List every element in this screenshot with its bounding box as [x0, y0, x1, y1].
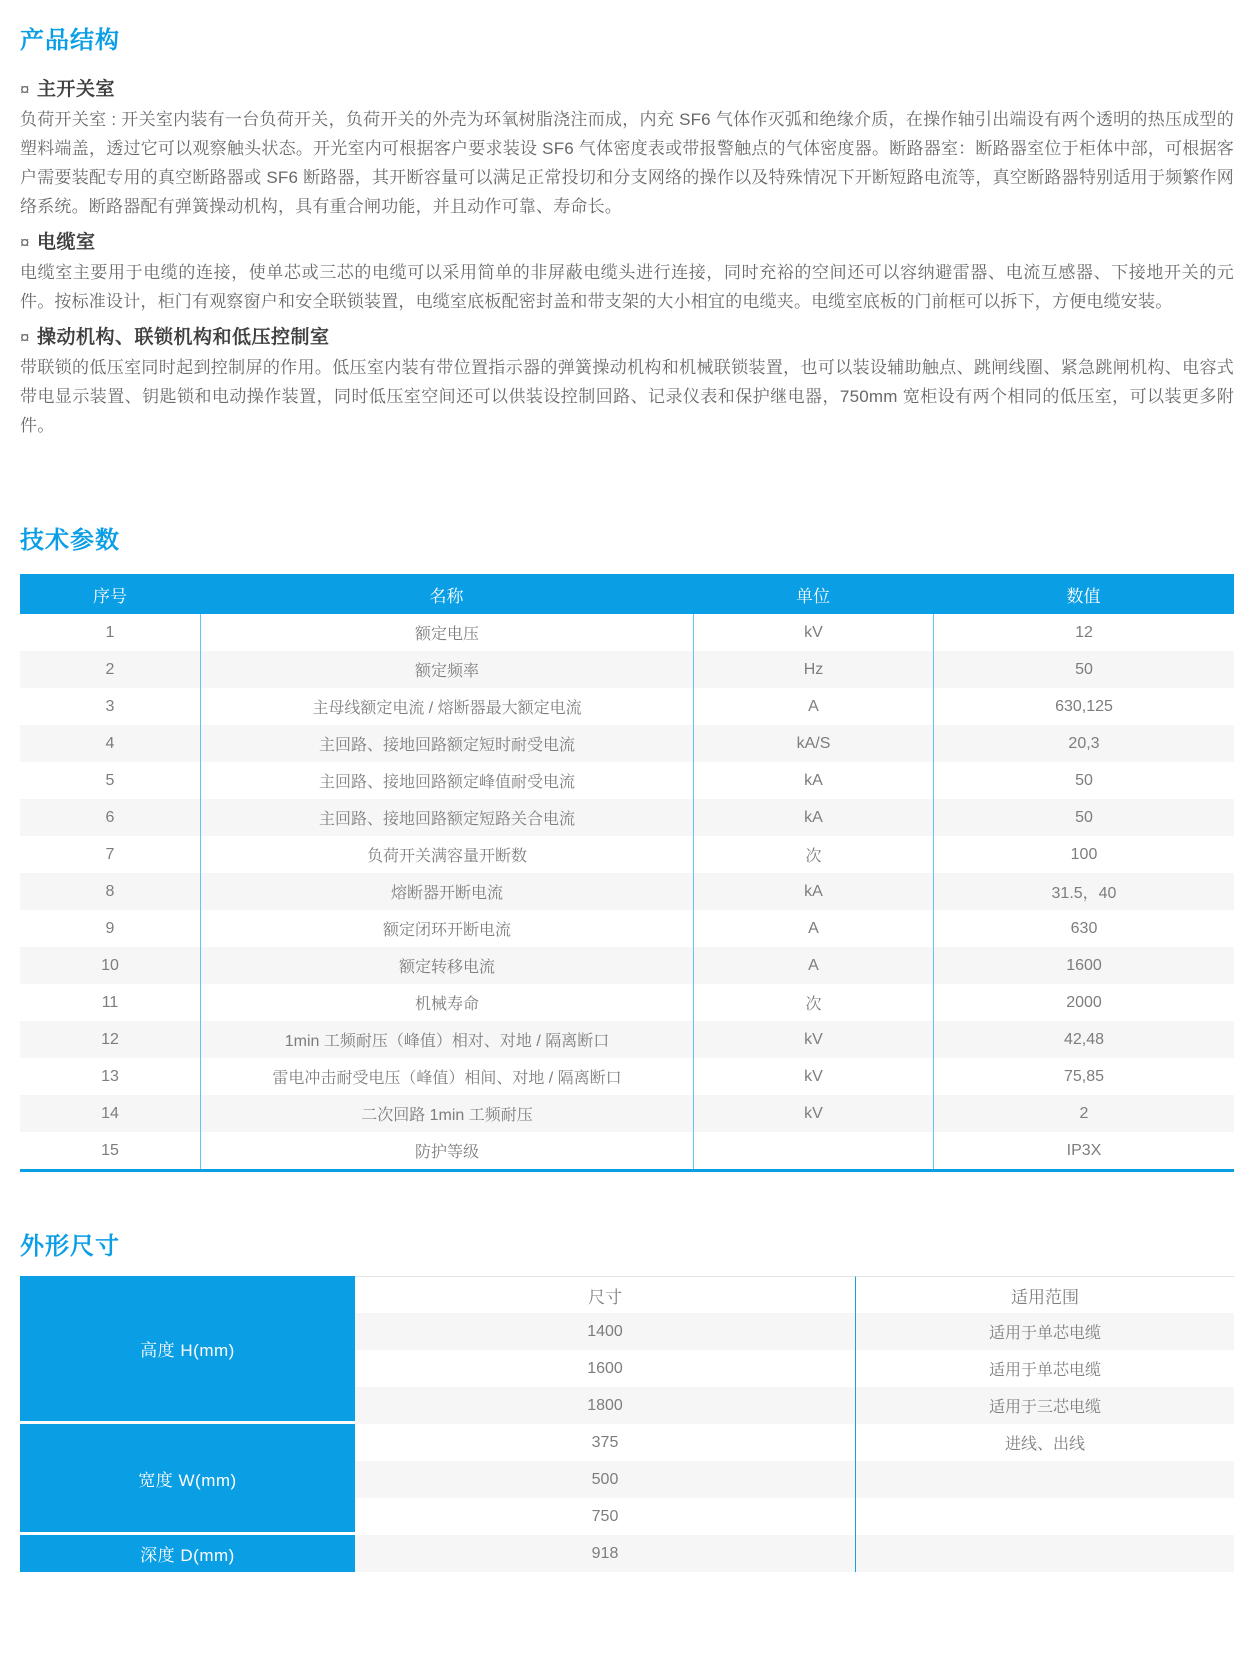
tech-table-header-3: 单位 [693, 574, 933, 614]
subsection-body: 电缆室主要用于电缆的连接，使单芯或三芯的电缆可以采用简单的非屏蔽电缆头进行连接，同时充裕的空间还可以容纳避雷器、电流互感器、下接地开关的元件。按标准设计，柜门有观察窗户和安全联锁装置，电缆室底板配密封盖和带支架的大小相宜的电缆夹。电缆室底板的门前框可以拆下，方便电缆安装。 [20, 263, 1234, 311]
page-title-dimensions: 外形尺寸 [20, 1233, 120, 1260]
tech-table-cell-r12-c1: 12 [20, 1021, 200, 1058]
tech-table-cell-r1-c2: 额定电压 [200, 614, 693, 651]
dim-group-label: 宽度 W(mm) [20, 1424, 355, 1535]
tech-table-cell-r13-c1: 13 [20, 1058, 200, 1095]
tech-table-cell-r8-c2: 熔断器开断电流 [200, 873, 693, 910]
structure-item-mechanism [20, 324, 1234, 440]
tech-table-cell-r3-c2: 主母线额定电流 / 熔断器最大额定电流 [200, 688, 693, 725]
dim-value-cell: 1600 [355, 1350, 855, 1387]
tech-table-cell-r8-c3: kA [693, 873, 933, 910]
tech-table-header-1: 序号 [20, 574, 200, 614]
tech-table-cell-r3-c1: 3 [20, 688, 200, 725]
structure-item-main-switch [20, 76, 1234, 221]
tech-table-cell-r5-c3: kA [693, 762, 933, 799]
currency-bullet-icon: ¤ [20, 80, 30, 99]
dim-value-cell: 750 [355, 1498, 855, 1535]
page-title-tech-params: 技术参数 [20, 527, 120, 554]
dimensions-table [20, 1276, 1234, 1572]
tech-table-header-4: 数值 [933, 574, 1234, 614]
tech-table-cell-r3-c4: 630,125 [933, 688, 1234, 725]
tech-table-cell-r7-c3: 次 [693, 836, 933, 873]
dim-table-header-1: 尺寸 [355, 1276, 855, 1313]
dim-group-label: 深度 D(mm) [20, 1535, 355, 1572]
subsection-heading [20, 76, 1234, 104]
tech-table-cell-r2-c4: 50 [933, 651, 1234, 688]
tech-table-cell-r1-c1: 1 [20, 614, 200, 651]
subsection-title: 操动机构、联锁机构和低压控制室 [36, 327, 330, 348]
tech-table-cell-r1-c4: 12 [933, 614, 1234, 651]
page-title-product-structure: 产品结构 [20, 27, 120, 54]
product-structure-section [20, 76, 1234, 440]
tech-table-cell-r6-c1: 6 [20, 799, 200, 836]
tech-table-cell-r13-c3: kV [693, 1058, 933, 1095]
tech-table-cell-r3-c3: A [693, 688, 933, 725]
tech-table-cell-r10-c2: 额定转移电流 [200, 947, 693, 984]
tech-table-cell-r14-c4: 2 [933, 1095, 1234, 1132]
subsection-body: 带联锁的低压室同时起到控制屏的作用。低压室内装有带位置指示器的弹簧操动机构和机械联锁装置，也可以装设辅助触点、跳闸线圈、紧急跳闸机构、电容式带电显示装置、钥匙锁和电动操作装置，同时低压室空间还可以供装设控制回路、记录仪表和保护继电器，750mm 宽柜设有两个相同的低压室，可以装更多附件。 [20, 358, 1234, 435]
dim-scope-cell [855, 1498, 1234, 1535]
tech-table-cell-r11-c3: 次 [693, 984, 933, 1021]
tech-table-cell-r1-c3: kV [693, 614, 933, 651]
tech-table-cell-r7-c2: 负荷开关满容量开断数 [200, 836, 693, 873]
tech-table-cell-r11-c1: 11 [20, 984, 200, 1021]
subsection-title: 主开关室 [36, 79, 115, 100]
tech-table-header-2: 名称 [200, 574, 693, 614]
dim-value-cell: 918 [355, 1535, 855, 1572]
tech-table-cell-r4-c3: kA/S [693, 725, 933, 762]
tech-table-cell-r6-c3: kA [693, 799, 933, 836]
tech-table-cell-r9-c4: 630 [933, 910, 1234, 947]
tech-table-cell-r5-c2: 主回路、接地回路额定峰值耐受电流 [200, 762, 693, 799]
dim-value-cell: 375 [355, 1424, 855, 1461]
tech-table-cell-r9-c3: A [693, 910, 933, 947]
tech-table-cell-r10-c3: A [693, 947, 933, 984]
dim-scope-cell: 进线、出线 [855, 1424, 1234, 1461]
tech-table-cell-r15-c4: IP3X [933, 1132, 1234, 1169]
tech-table-cell-r12-c2: 1min 工频耐压（峰值）相对、对地 / 隔离断口 [200, 1021, 693, 1058]
tech-table-cell-r7-c1: 7 [20, 836, 200, 873]
tech-table-cell-r4-c1: 4 [20, 725, 200, 762]
tech-table-cell-r14-c1: 14 [20, 1095, 200, 1132]
subsection-heading [20, 324, 1234, 352]
currency-bullet-icon: ¤ [20, 233, 30, 252]
tech-table-cell-r9-c2: 额定闭环开断电流 [200, 910, 693, 947]
tech-table-cell-r11-c2: 机械寿命 [200, 984, 693, 1021]
dim-table-header-2: 适用范围 [855, 1276, 1234, 1313]
subsection-heading [20, 229, 1234, 257]
tech-params-table [20, 574, 1234, 1172]
tech-table-cell-r4-c4: 20,3 [933, 725, 1234, 762]
tech-table-cell-r8-c1: 8 [20, 873, 200, 910]
tech-table-cell-r6-c4: 50 [933, 799, 1234, 836]
dim-value-cell: 1400 [355, 1313, 855, 1350]
tech-table-cell-r10-c4: 1600 [933, 947, 1234, 984]
dim-scope-cell [855, 1535, 1234, 1572]
tech-table-cell-r14-c2: 二次回路 1min 工频耐压 [200, 1095, 693, 1132]
dim-value-cell: 1800 [355, 1387, 855, 1424]
tech-table-cell-r2-c1: 2 [20, 651, 200, 688]
tech-table-cell-r2-c2: 额定频率 [200, 651, 693, 688]
tech-table-cell-r15-c3 [693, 1132, 933, 1169]
tech-table-cell-r8-c4: 31.5，40 [933, 873, 1234, 910]
tech-table-cell-r10-c1: 10 [20, 947, 200, 984]
tech-table-cell-r15-c1: 15 [20, 1132, 200, 1169]
dim-scope-cell: 适用于单芯电缆 [855, 1313, 1234, 1350]
structure-item-cable-room [20, 229, 1234, 316]
tech-table-cell-r14-c3: kV [693, 1095, 933, 1132]
currency-bullet-icon: ¤ [20, 328, 30, 347]
tech-table-cell-r9-c1: 9 [20, 910, 200, 947]
tech-table-cell-r2-c3: Hz [693, 651, 933, 688]
subsection-title: 电缆室 [36, 232, 96, 253]
dim-scope-cell [855, 1461, 1234, 1498]
tech-table-cell-r11-c4: 2000 [933, 984, 1234, 1021]
dim-scope-cell: 适用于单芯电缆 [855, 1350, 1234, 1387]
subsection-body: 负荷开关室 : 开关室内装有一台负荷开关，负荷开关的外壳为环氧树脂浇注而成，内充 SF6 气体作灭弧和绝缘介质，在操作轴引出端设有两个透明的热压成型的塑料端盖，透过它可以观察触头状态。开光室内可根据客户要求装设 SF6 气体密度表或带报警触点的气体密度器。断路器室：断路器室位于柜体中部，可根据客户需要装配专用的真空断路器或 SF6 断路器，其开断容量可以满足正常投切和分支网络的操作以及特殊情况下开断短路电流等，真空断路器特别适用于频繁作网络系统。断路器配有弹簧操动机构，具有重合闸功能，并且动作可靠、寿命长。 [20, 110, 1234, 216]
tech-table-cell-r12-c4: 42,48 [933, 1021, 1234, 1058]
dim-scope-cell: 适用于三芯电缆 [855, 1387, 1234, 1424]
tech-table-cell-r7-c4: 100 [933, 836, 1234, 873]
tech-table-cell-r15-c2: 防护等级 [200, 1132, 693, 1169]
tech-table-cell-r5-c4: 50 [933, 762, 1234, 799]
tech-table-cell-r4-c2: 主回路、接地回路额定短时耐受电流 [200, 725, 693, 762]
tech-table-cell-r5-c1: 5 [20, 762, 200, 799]
tech-table-cell-r13-c2: 雷电冲击耐受电压（峰值）相间、对地 / 隔离断口 [200, 1058, 693, 1095]
dim-value-cell: 500 [355, 1461, 855, 1498]
dim-group-label: 高度 H(mm) [20, 1276, 355, 1424]
tech-table-cell-r6-c2: 主回路、接地回路额定短路关合电流 [200, 799, 693, 836]
tech-table-cell-r13-c4: 75,85 [933, 1058, 1234, 1095]
tech-table-cell-r12-c3: kV [693, 1021, 933, 1058]
